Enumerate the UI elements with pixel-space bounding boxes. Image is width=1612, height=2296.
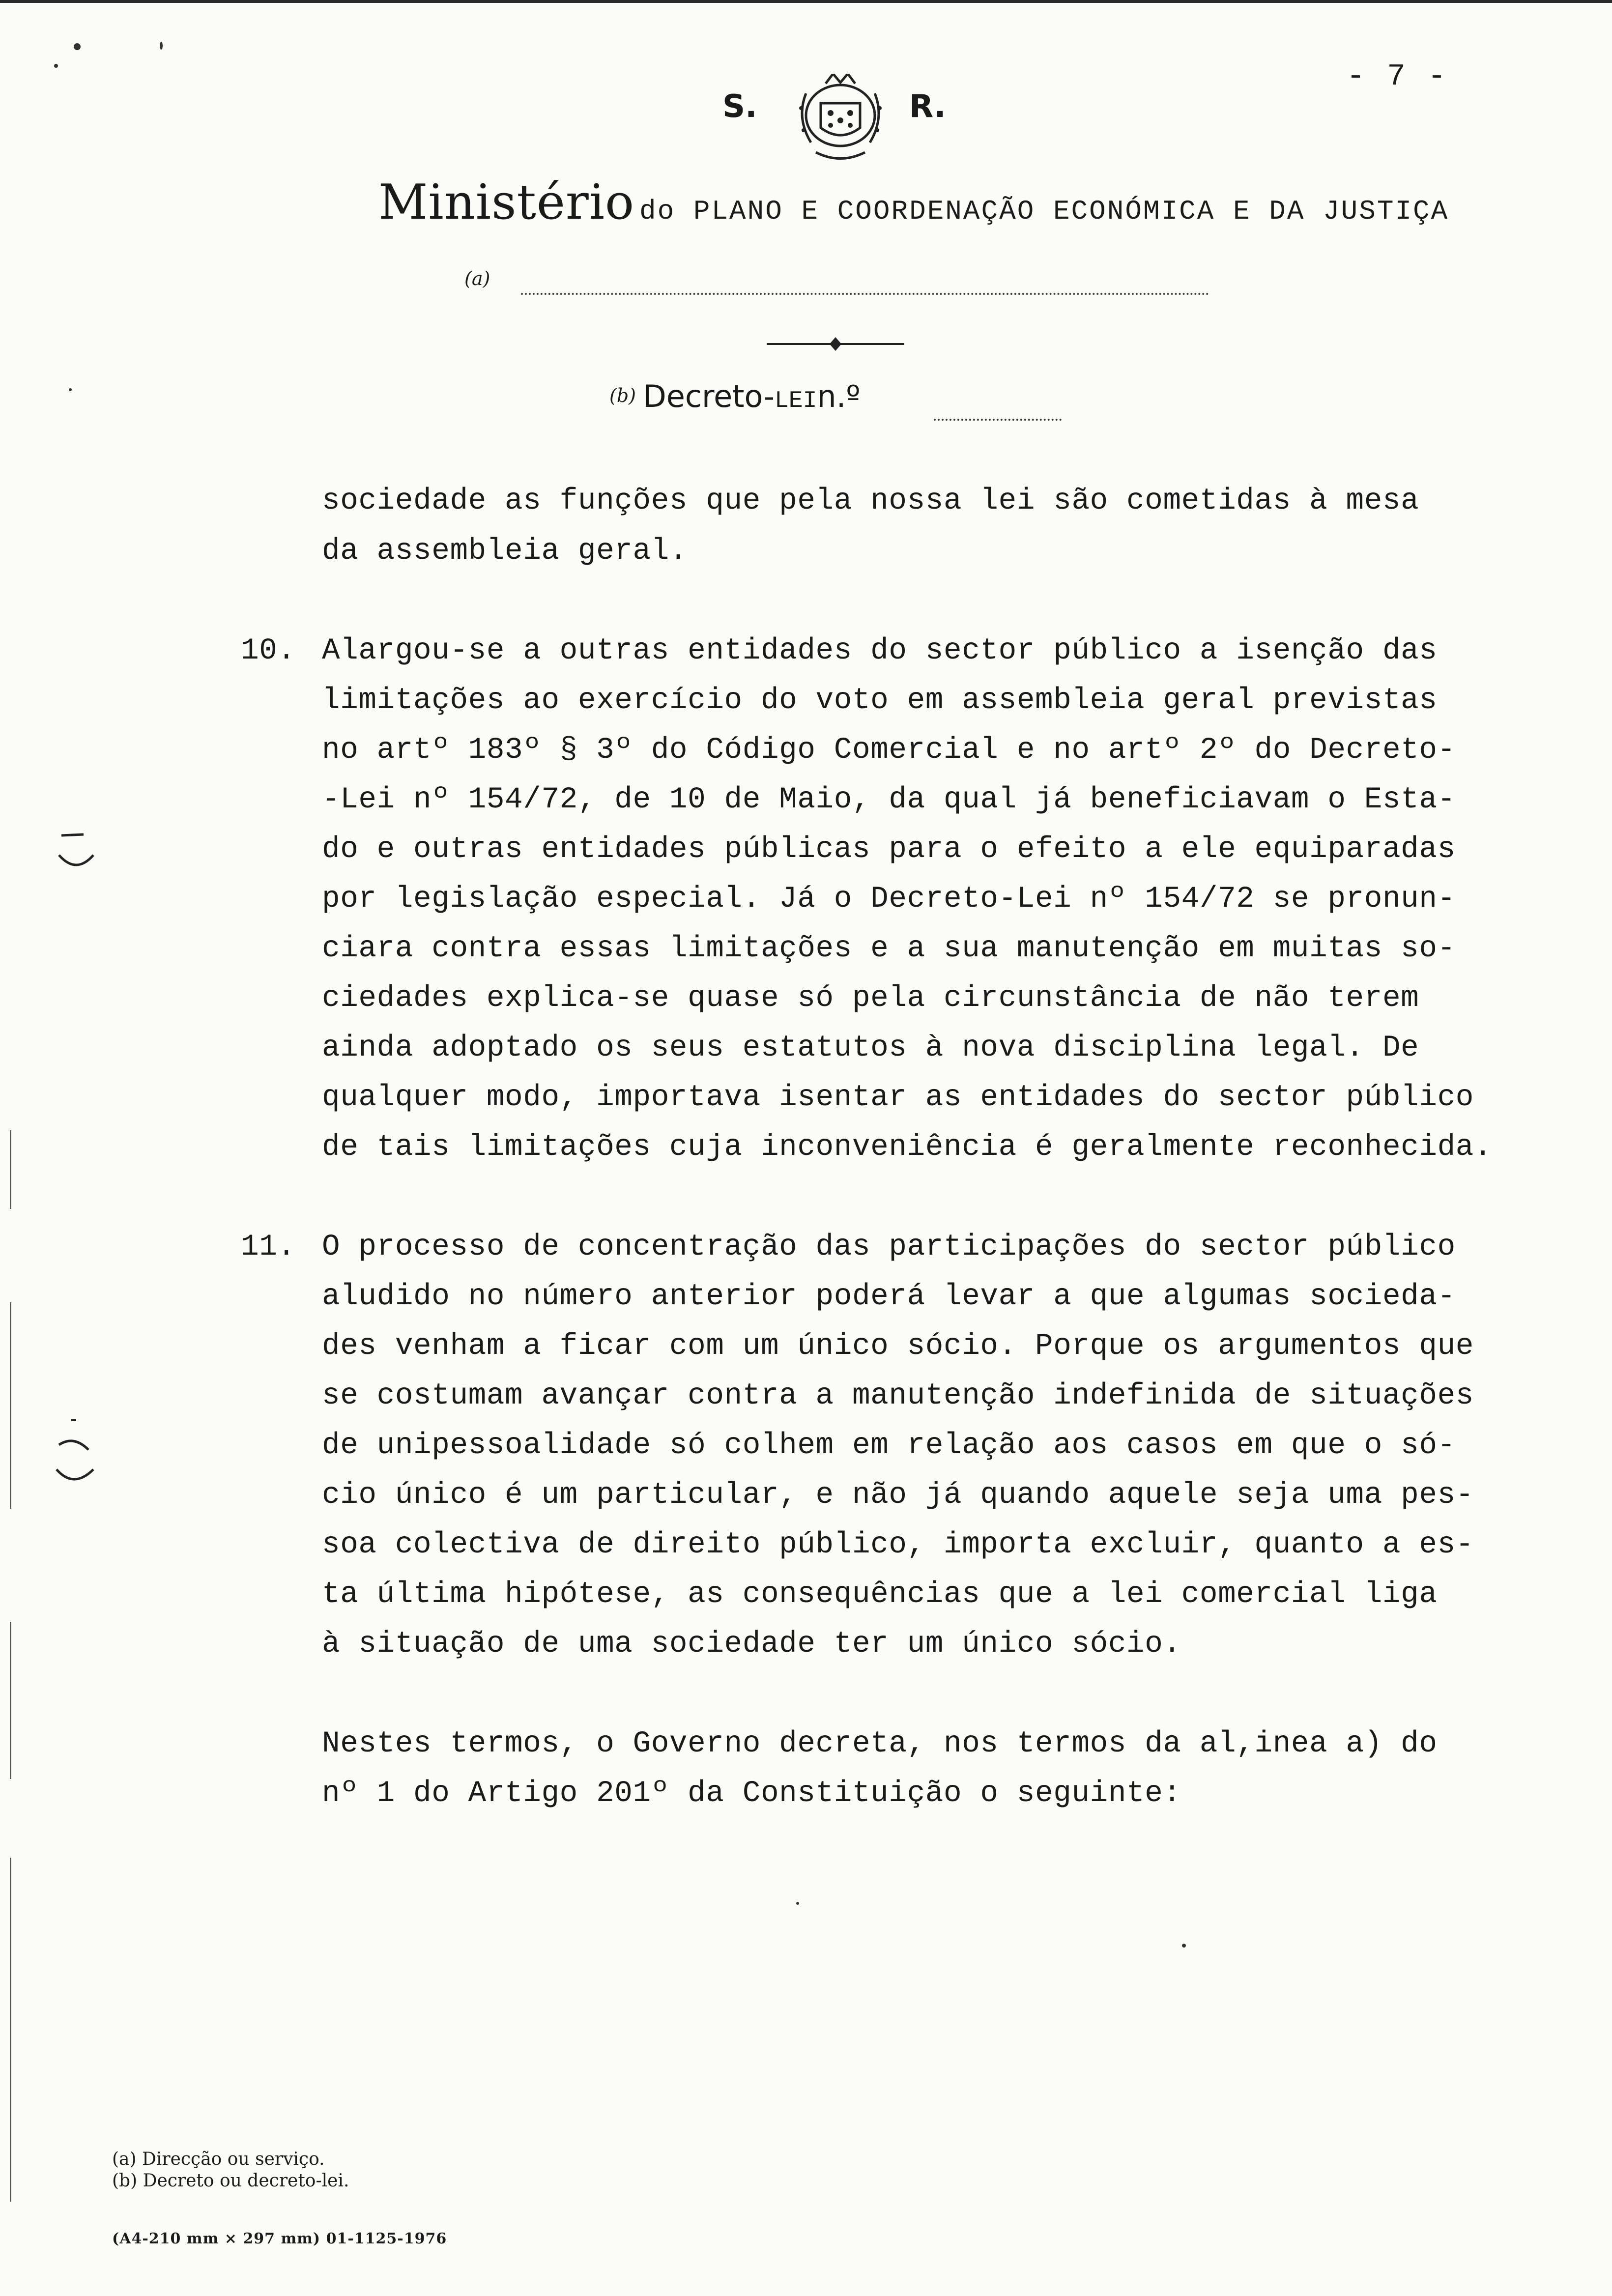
para11-line: des venham a ficar com um único sócio. Porque os argumentos que bbox=[322, 1329, 1474, 1363]
para11-line: O processo de concentração das participações do sector público bbox=[322, 1230, 1456, 1264]
top-rule bbox=[0, 0, 1612, 3]
para10-line: ainda adoptado os seus estatutos à nova disciplina legal. De bbox=[322, 1031, 1419, 1065]
divider-ornament-icon bbox=[767, 334, 904, 354]
decreto-word: Decreto- bbox=[642, 378, 775, 414]
decreto-field bbox=[609, 378, 861, 414]
paragraph-number: 10. bbox=[241, 634, 296, 668]
scan-speck bbox=[54, 64, 58, 68]
page-number: - 7 - bbox=[1347, 59, 1448, 94]
para10-line: -Lei nº 154/72, de 10 de Maio, da qual já beneficiavam o Esta- bbox=[322, 783, 1456, 817]
para11-line: à situação de uma sociedade ter um único sócio. bbox=[322, 1627, 1181, 1661]
ministry-name: do PLANO E COORDENAÇÃO ECONÓMICA E DA JUSTIÇA bbox=[639, 196, 1449, 227]
binding-edge-mark bbox=[10, 1130, 11, 1209]
para10-line: Alargou-se a outras entidades do sector público a isenção das bbox=[322, 634, 1438, 668]
sr-left: S. bbox=[722, 88, 757, 125]
para10-line: por legislação especial. Já o Decreto-Lei nº 154/72 se pronun- bbox=[322, 882, 1456, 916]
field-a-dotted-line bbox=[521, 293, 1209, 295]
field-b-dotted-line bbox=[934, 419, 1062, 421]
scan-speck bbox=[74, 43, 81, 50]
closing-line: Nestes termos, o Governo decreta, nos termos da al,inea a) do bbox=[322, 1727, 1438, 1761]
binding-edge-mark bbox=[10, 1622, 11, 1779]
para10-line: ciara contra essas limitações e a sua manutenção em muitas so- bbox=[322, 932, 1456, 966]
footnote-a: (a) Direcção ou serviço. bbox=[112, 2149, 325, 2169]
paragraph-number: 11. bbox=[241, 1230, 296, 1264]
ministry-word: Ministério bbox=[378, 174, 635, 230]
para10-line: ciedades explica-se quase só pela circunstância de não terem bbox=[322, 981, 1419, 1015]
sr-right: R. bbox=[909, 88, 946, 125]
para11-line: de unipessoalidade só colhem em relação aos casos em que o só- bbox=[322, 1429, 1456, 1463]
para10-line: do e outras entidades públicas para o efeito a ele equiparadas bbox=[322, 832, 1456, 866]
form-code: (A4-210 mm × 297 mm) 01-1125-1976 bbox=[112, 2230, 447, 2247]
field-label-b: (b) bbox=[609, 385, 636, 406]
binding-edge-mark bbox=[10, 1302, 11, 1509]
para11-line: soa colectiva de direito público, importa excluir, quanto a es- bbox=[322, 1528, 1474, 1562]
field-label-a: (a) bbox=[464, 268, 490, 289]
para11-line: aludido no número anterior poderá levar a que algumas socieda- bbox=[322, 1280, 1456, 1314]
para10-line: limitações ao exercício do voto em assembleia geral previstas bbox=[322, 684, 1438, 718]
para10-line: qualquer modo, importava isentar as entidades do sector público bbox=[322, 1081, 1474, 1115]
coat-of-arms-icon bbox=[786, 74, 894, 162]
binding-edge-mark bbox=[10, 1858, 11, 2202]
margin-punch-mark-icon bbox=[52, 1415, 106, 1494]
intro-line: da assembleia geral. bbox=[322, 534, 688, 568]
scan-speck bbox=[69, 388, 72, 391]
para11-line: se costumam avançar contra a manutenção indefinida de situações bbox=[322, 1379, 1474, 1413]
para10-line: de tais limitações cuja inconveniência é geralmente reconhecida. bbox=[322, 1130, 1493, 1164]
scan-speck bbox=[160, 42, 163, 50]
decreto-lei-typed: LEI bbox=[775, 388, 817, 414]
ministry-heading bbox=[378, 174, 1449, 230]
margin-punch-mark-icon bbox=[54, 826, 98, 880]
scan-speck bbox=[1182, 1944, 1186, 1948]
para11-line: cio único é um particular, e não já quando aquele seja uma pes- bbox=[322, 1478, 1474, 1512]
closing-line: nº 1 do Artigo 201º da Constituição o seguinte: bbox=[322, 1777, 1181, 1810]
scan-speck bbox=[796, 1902, 799, 1905]
intro-line: sociedade as funções que pela nossa lei são cometidas à mesa bbox=[322, 484, 1419, 518]
para10-line: no artº 183º § 3º do Código Comercial e no artº 2º do Decreto- bbox=[322, 733, 1456, 767]
footnotes bbox=[112, 2149, 349, 2192]
para11-line: ta última hipótese, as consequências que a lei comercial liga bbox=[322, 1578, 1438, 1611]
footnote-b: (b) Decreto ou decreto-lei. bbox=[112, 2171, 349, 2191]
decreto-number-label: n.º bbox=[817, 378, 861, 414]
